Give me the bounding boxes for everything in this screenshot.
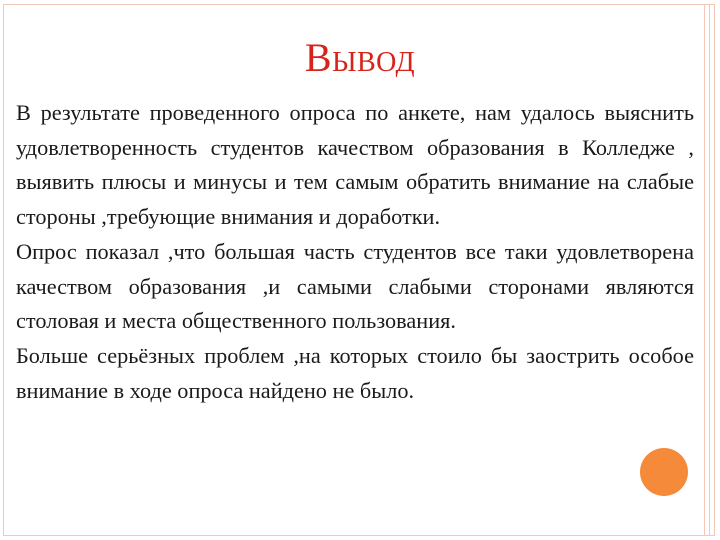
slide-title: Вывод [304, 35, 416, 80]
paragraph-3: Больше серьёзных проблем ,на которых стоило бы заострить особое внимание в ходе опроса найдено не было. [16, 342, 694, 403]
slide-body [16, 96, 694, 408]
frame-accent-line-inner [709, 4, 710, 536]
orange-circle-decoration [640, 448, 688, 496]
paragraph-2: Опрос показал ,что большая часть студентов все таки удовлетворена качеством образования ,и самыми слабыми сторонами являются столовая и места общественного пользования. [16, 238, 694, 334]
frame-accent-line-outer [704, 4, 705, 536]
paragraph-1: В результате проведенного опроса по анкете, нам удалось выяснить удовлетворенность студентов качеством образования в Колледже , выявить плюсы и минусы и тем самым обратить внимание на слабые стороны ,требующие внимания и доработки. [16, 100, 694, 230]
